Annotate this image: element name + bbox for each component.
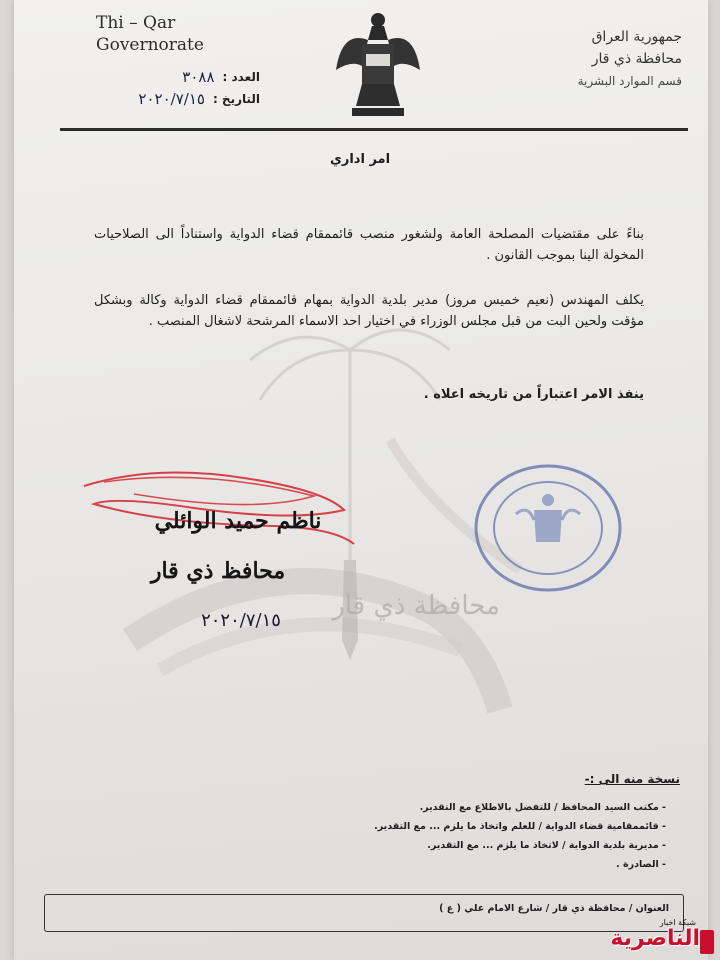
date-value: ٢٠٢٠/٧/١٥ xyxy=(138,90,205,108)
english-line-2: Governorate xyxy=(96,35,204,55)
number-label: العدد : xyxy=(222,70,260,84)
watermark-text: محافظة ذي قار xyxy=(332,591,500,621)
arabic-line-3: قسم الموارد البشرية xyxy=(577,74,682,88)
english-line-1: Thi – Qar xyxy=(96,13,176,33)
order-paragraph-1: بناءً على مقتضيات المصلحة العامة ولشغور منصب قائممقام قضاء الدواية واستناداً الى الصلاحيات المخولة الينا بموجب القانون . xyxy=(94,227,644,263)
header-divider xyxy=(60,128,688,131)
official-stamp xyxy=(468,458,628,598)
address-box xyxy=(44,894,684,932)
arabic-header xyxy=(462,26,682,92)
list-item: - مكتب السيد المحافظ / للتفضل بالاطلاع مع التقدير. xyxy=(246,798,666,817)
list-item: - مديرية بلدية الدواية / لاتخاذ ما يلزم ... مع التقدير. xyxy=(246,836,666,855)
eagle-emblem-icon xyxy=(332,10,424,122)
signature-date: ٢٠٢٠/٧/١٥ xyxy=(201,610,281,631)
logo-small-text: شبكة اخبار xyxy=(659,918,696,927)
number-value: ٣٠٨٨ xyxy=(182,68,215,86)
order-paragraph-2: يكلف المهندس (نعيم خميس مروز) مدير بلدية الدواية بمهام قائممقام قضاء الدواية وكالة وبشكل مؤقت ولحين البت من قبل مجلس الوزراء في اختيار احد الاسماء المرشحة لاشغال المنصب . xyxy=(94,293,644,329)
date-label: التاريخ : xyxy=(212,92,260,106)
list-item: - قائممقامية قضاء الدواية / للعلم واتخاذ ما يلزم ... مع التقدير. xyxy=(246,817,666,836)
signatory-title: محافظ ذي قار xyxy=(150,558,286,584)
english-header xyxy=(96,12,226,56)
reference-block xyxy=(100,66,260,110)
arabic-line-1: جمهورية العراق xyxy=(591,29,682,45)
logo-big-text: الناصرية xyxy=(610,926,700,951)
copies-heading: نسخة منه الى :- xyxy=(584,772,680,786)
signatory-name: ناظم حميد الوائلي xyxy=(154,508,322,534)
arabic-line-2: محافظة ذي قار xyxy=(591,51,682,67)
order-paragraph-3: ينفذ الامر اعتباراً من تاريخه اعلاه . xyxy=(423,387,644,402)
order-title: امر اداري xyxy=(329,152,391,167)
copies-list xyxy=(246,798,680,874)
list-item: - الصادرة . xyxy=(246,855,666,874)
address-text: العنوان / محافظة ذي قار / شارع الامام علي ( ع ) xyxy=(439,903,669,914)
news-logo xyxy=(594,918,714,958)
logo-mark-icon xyxy=(700,930,714,954)
